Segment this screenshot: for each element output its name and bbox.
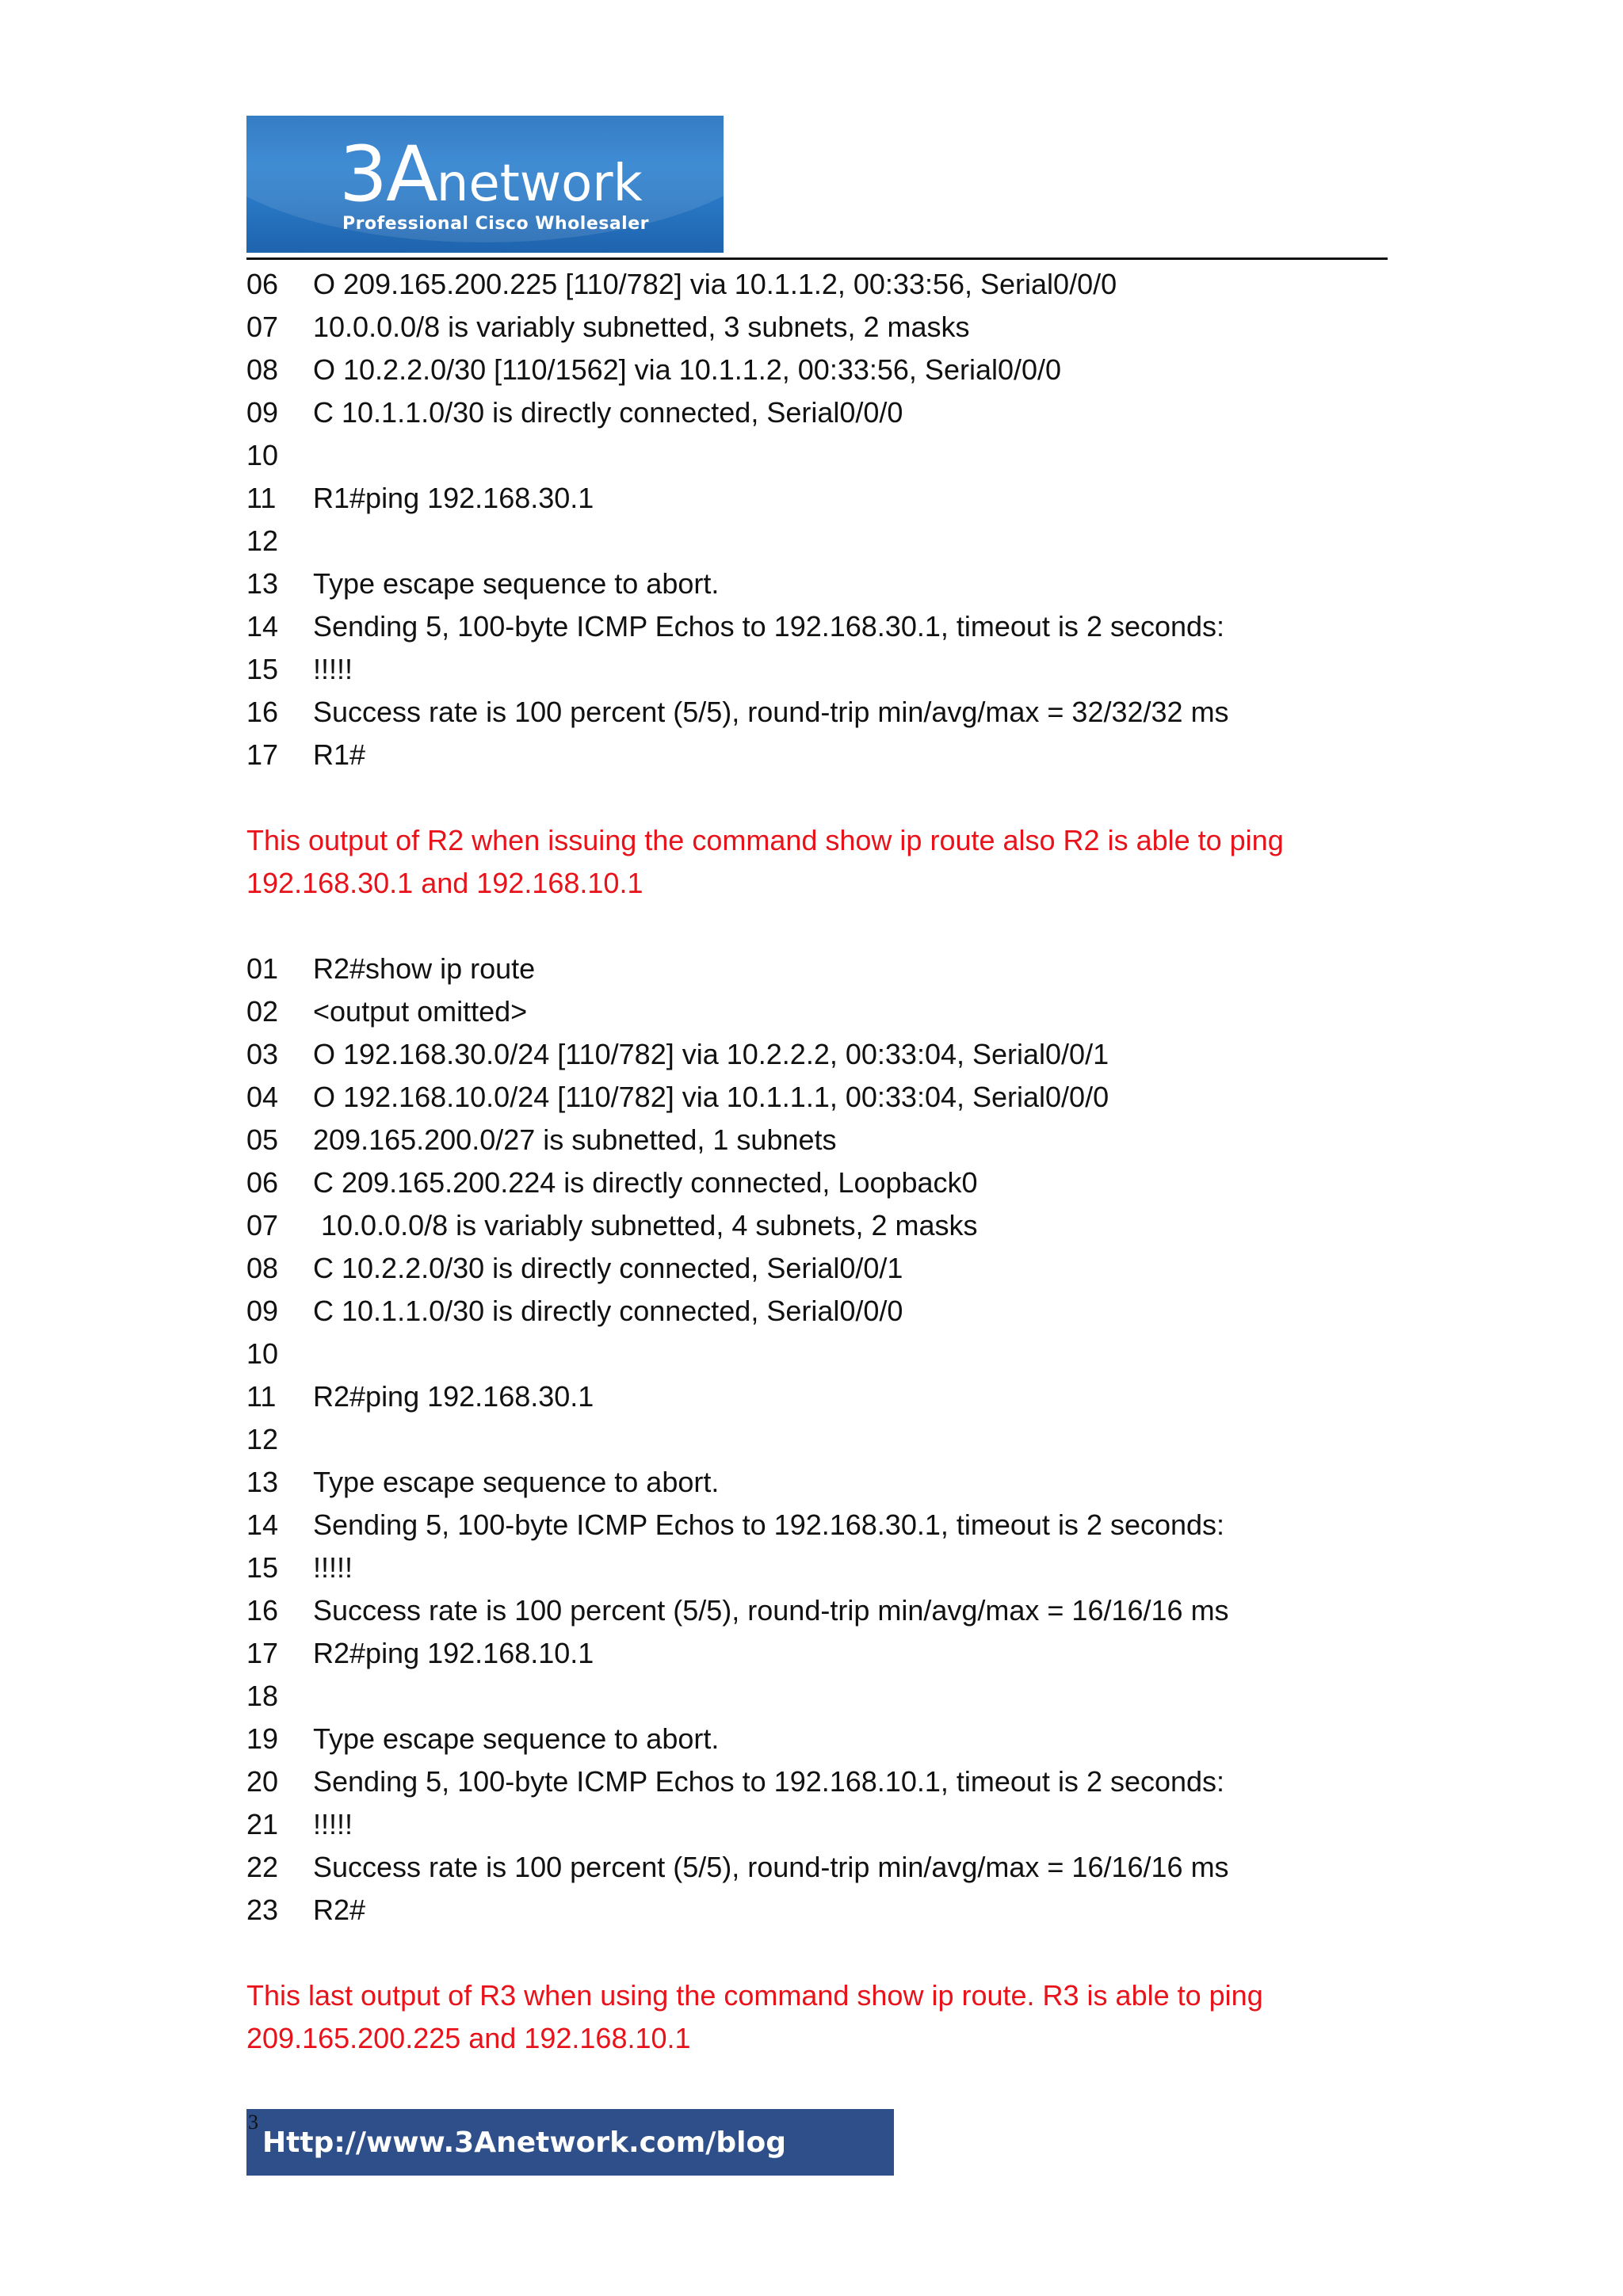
- line-text: Sending 5, 100-byte ICMP Echos to 192.168.10.1, timeout is 2 seconds:: [313, 1765, 1225, 1798]
- code-line: [246, 391, 1388, 434]
- line-text: R2#ping 192.168.10.1: [313, 1637, 594, 1669]
- code-line: [246, 1675, 1388, 1718]
- code-line: [246, 563, 1388, 605]
- logo-network-text: network: [436, 154, 643, 213]
- line-text: R2#ping 192.168.30.1: [313, 1380, 594, 1413]
- code-line: [246, 1504, 1388, 1547]
- spacer: [246, 776, 1388, 819]
- line-number: 19: [246, 1722, 279, 1755]
- line-number: 10: [246, 439, 279, 471]
- line-text: Success rate is 100 percent (5/5), round-trip min/avg/max = 16/16/16 ms: [313, 1594, 1229, 1627]
- note-r3-line1: This last output of R3 when using the command show ip route. R3 is able to ping: [246, 1979, 1263, 2012]
- line-number: 16: [246, 1594, 279, 1627]
- line-number: 15: [246, 653, 279, 685]
- line-number: 16: [246, 696, 279, 728]
- footer-url-text: Http://www.3Anetwork.com/blog: [262, 2126, 787, 2159]
- code-line: [246, 691, 1388, 734]
- line-text: !!!!!: [313, 1551, 353, 1584]
- code-line: [246, 1076, 1388, 1119]
- code-line: [246, 1418, 1388, 1461]
- line-text: O 192.168.30.0/24 [110/782] via 10.2.2.2, 00:33:04, Serial0/0/1: [313, 1038, 1109, 1070]
- line-text: O 192.168.10.0/24 [110/782] via 10.1.1.1, 00:33:04, Serial0/0/0: [313, 1081, 1109, 1113]
- line-text: C 10.2.2.0/30 is directly connected, Serial0/0/1: [313, 1252, 903, 1284]
- code-line: [246, 1760, 1388, 1803]
- line-text: C 10.1.1.0/30 is directly connected, Serial0/0/0: [313, 1295, 903, 1327]
- line-number: 13: [246, 1466, 279, 1498]
- code-line: [246, 349, 1388, 391]
- logo-tagline: Professional Cisco Wholesaler: [342, 214, 649, 234]
- document-body: [246, 263, 1388, 2060]
- line-text: Type escape sequence to abort.: [313, 1466, 720, 1498]
- line-number: 21: [246, 1808, 279, 1840]
- code-line: [246, 990, 1388, 1033]
- line-number: 22: [246, 1851, 279, 1883]
- line-text: 10.0.0.0/8 is variably subnetted, 3 subnets, 2 masks: [313, 311, 970, 343]
- line-text: R2#: [313, 1894, 366, 1926]
- line-number: 13: [246, 567, 279, 600]
- code-line: [246, 434, 1388, 477]
- line-number: 17: [246, 1637, 279, 1669]
- code-block-r1: [246, 263, 1388, 776]
- line-number: 07: [246, 311, 279, 343]
- code-line: [246, 1589, 1388, 1632]
- code-line: [246, 734, 1388, 776]
- code-line: [246, 263, 1388, 306]
- code-line: [246, 1375, 1388, 1418]
- header-logo-banner: [246, 116, 724, 253]
- code-line: [246, 520, 1388, 563]
- line-text: <output omitted>: [313, 995, 528, 1028]
- code-line: [246, 1161, 1388, 1204]
- code-line: [246, 1119, 1388, 1161]
- note-r2-line1: This output of R2 when issuing the command show ip route also R2 is able to ping: [246, 824, 1284, 856]
- code-line: [246, 648, 1388, 691]
- line-number: 08: [246, 353, 279, 386]
- line-text: Type escape sequence to abort.: [313, 567, 720, 600]
- line-text: !!!!!: [313, 1808, 353, 1840]
- line-text: R1#ping 192.168.30.1: [313, 482, 594, 514]
- code-block-r2: [246, 948, 1388, 1932]
- code-line: [246, 1718, 1388, 1760]
- code-line: [246, 1547, 1388, 1589]
- line-number: 03: [246, 1038, 279, 1070]
- line-number: 02: [246, 995, 279, 1028]
- code-line: [246, 306, 1388, 349]
- line-text: 10.0.0.0/8 is variably subnetted, 4 subnets, 2 masks: [313, 1209, 978, 1241]
- line-text: R2#show ip route: [313, 952, 536, 985]
- line-text: Sending 5, 100-byte ICMP Echos to 192.168.30.1, timeout is 2 seconds:: [313, 1508, 1225, 1541]
- line-text: !!!!!: [313, 653, 353, 685]
- code-line: [246, 1033, 1388, 1076]
- code-line: [246, 1290, 1388, 1333]
- line-number: 05: [246, 1123, 279, 1156]
- code-line: [246, 1889, 1388, 1932]
- line-number: 17: [246, 738, 279, 771]
- line-text: Success rate is 100 percent (5/5), round-trip min/avg/max = 16/16/16 ms: [313, 1851, 1229, 1883]
- line-text: R1#: [313, 738, 366, 771]
- code-line: [246, 1846, 1388, 1889]
- logo-3a-text: 3A: [339, 130, 437, 219]
- logo-wordmark: [339, 130, 643, 219]
- line-number: 08: [246, 1252, 279, 1284]
- note-r2-line2: 192.168.30.1 and 192.168.10.1: [246, 867, 643, 899]
- line-number: 15: [246, 1551, 279, 1584]
- note-r3-line2: 209.165.200.225 and 192.168.10.1: [246, 2022, 691, 2054]
- line-number: 12: [246, 1423, 279, 1455]
- line-number: 12: [246, 524, 279, 557]
- code-line: [246, 1632, 1388, 1675]
- code-line: [246, 948, 1388, 990]
- line-number: 11: [246, 1380, 277, 1413]
- code-line: [246, 1204, 1388, 1247]
- header-divider: [246, 257, 1388, 260]
- line-number: 11: [246, 482, 277, 514]
- spacer: [246, 1932, 1388, 1974]
- line-number: 09: [246, 396, 279, 429]
- line-number: 06: [246, 268, 279, 300]
- line-text: O 209.165.200.225 [110/782] via 10.1.1.2, 00:33:56, Serial0/0/0: [313, 268, 1117, 300]
- page-number: 3: [248, 2111, 258, 2134]
- line-text: Sending 5, 100-byte ICMP Echos to 192.168.30.1, timeout is 2 seconds:: [313, 610, 1225, 643]
- line-number: 14: [246, 610, 279, 643]
- line-text: C 10.1.1.0/30 is directly connected, Serial0/0/0: [313, 396, 903, 429]
- line-number: 01: [246, 952, 279, 985]
- line-number: 10: [246, 1337, 279, 1370]
- code-line: [246, 1333, 1388, 1375]
- code-line: [246, 1461, 1388, 1504]
- line-number: 09: [246, 1295, 279, 1327]
- line-text: Type escape sequence to abort.: [313, 1722, 720, 1755]
- line-text: O 10.2.2.0/30 [110/1562] via 10.1.1.2, 00:33:56, Serial0/0/0: [313, 353, 1062, 386]
- code-line: [246, 477, 1388, 520]
- line-number: 23: [246, 1894, 279, 1926]
- line-number: 04: [246, 1081, 279, 1113]
- line-text: C 209.165.200.224 is directly connected, Loopback0: [313, 1166, 978, 1199]
- footer-url-banner: [246, 2109, 894, 2176]
- code-line: [246, 1247, 1388, 1290]
- code-line: [246, 605, 1388, 648]
- line-text: 209.165.200.0/27 is subnetted, 1 subnets: [313, 1123, 837, 1156]
- spacer: [246, 905, 1388, 948]
- line-number: 20: [246, 1765, 279, 1798]
- code-line: [246, 1803, 1388, 1846]
- line-number: 06: [246, 1166, 279, 1199]
- line-text: Success rate is 100 percent (5/5), round-trip min/avg/max = 32/32/32 ms: [313, 696, 1229, 728]
- line-number: 18: [246, 1680, 279, 1712]
- line-number: 14: [246, 1508, 279, 1541]
- line-number: 07: [246, 1209, 279, 1241]
